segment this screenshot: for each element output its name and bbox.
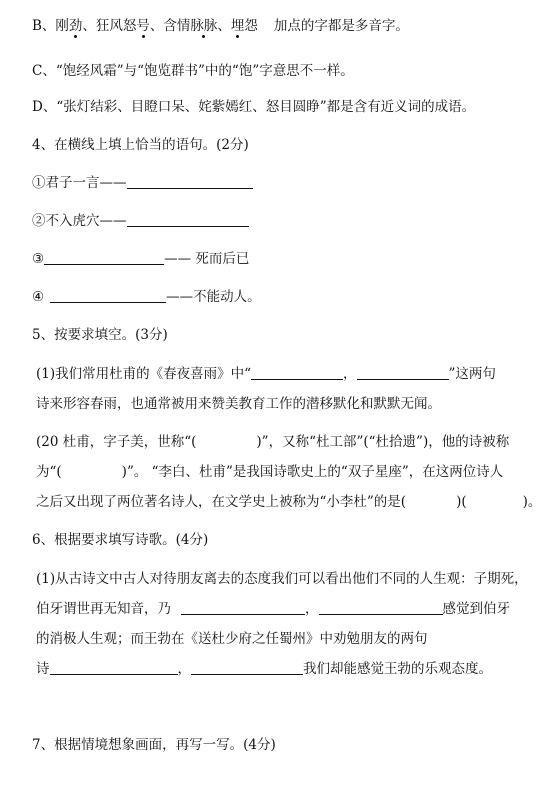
answer-blank[interactable] — [50, 288, 166, 303]
text: ①君子一言—— — [32, 175, 127, 191]
text: ——不能动人。 — [166, 289, 261, 305]
q3-option-d: D、“张灯结彩、目瞪口呆、姹紫嫣红、怒目圆睁”都是含有近义词的成语。 — [32, 99, 476, 115]
q5-part2-line3 — [36, 493, 541, 511]
text: 、含情 — [149, 18, 191, 34]
text: ， — [343, 366, 357, 382]
text: —— 死而后已 — [164, 251, 250, 267]
q5-part2-line1 — [36, 433, 509, 451]
q5-part1-line2: 诗来形容春雨，也通常被用来赞美教育工作的潜移默化和默默无闻。 — [36, 396, 441, 412]
text: ③ — [32, 251, 45, 267]
q4-item-4 — [32, 288, 261, 306]
text: ， — [305, 601, 319, 617]
q4-item-2 — [32, 212, 249, 230]
text: 、狂风怒 — [82, 18, 137, 34]
text: ④ — [32, 289, 45, 305]
answer-blank[interactable] — [127, 174, 253, 189]
text: )”，又称“杜工部”(“杜拾遗”)，他的诗被称 — [256, 434, 510, 450]
q4-item-3 — [32, 250, 249, 268]
page-bottom-margin — [0, 764, 552, 792]
dotted-char: 脉脉 — [190, 18, 218, 34]
dotted-char: 劲 — [68, 18, 83, 34]
text: 诗 — [36, 661, 50, 677]
q6-line1: (1)从古诗文中古人对待朋友离去的态度我们可以看出他们不同的人生观：子期死， — [36, 571, 528, 587]
q6-title: 6、根据要求填写诗歌。(4分) — [32, 532, 209, 548]
answer-blank[interactable] — [44, 250, 164, 265]
q6-line2 — [36, 600, 510, 618]
text: )”。 “李白、杜甫”是我国诗歌史上的“双子星座”，在这两位诗人 — [121, 464, 504, 480]
text: )( — [456, 494, 467, 510]
q4-title: 4、在横线上填上恰当的语句。(2分) — [32, 137, 249, 153]
q5-part2-line2 — [36, 463, 503, 481]
q3-option-b — [32, 17, 409, 35]
text: ”这两句 — [448, 366, 496, 382]
text: 我们却能感觉王勃的乐观态度。 — [303, 661, 492, 677]
answer-blank[interactable] — [251, 365, 343, 380]
text: 感觉到伯牙 — [442, 601, 510, 617]
text: B、刚 — [32, 18, 69, 34]
answer-blank[interactable] — [191, 660, 303, 675]
text: 之后又出现了两位著名诗人，在文学史上被称为“小李杜”的是( — [36, 494, 407, 510]
q5-title: 5、按要求填空。(3分) — [32, 327, 168, 343]
text: 怨 — [244, 18, 258, 34]
q6-line4 — [36, 660, 492, 678]
dotted-char: 埋 — [230, 18, 245, 34]
q4-item-1 — [32, 174, 253, 192]
answer-blank[interactable] — [181, 600, 305, 615]
answer-blank[interactable] — [357, 365, 449, 380]
text: ②不入虎穴—— — [32, 213, 127, 229]
q3-option-c: C、“饱经风霜”与“饱览群书”中的“饱”字意思不一样。 — [32, 63, 354, 79]
q5-part1-line1 — [36, 365, 496, 383]
answer-blank[interactable] — [319, 600, 443, 615]
q6-line3: 的消极人生观；而王勃在《送杜少府之任蜀州》中劝勉朋友的两句 — [36, 631, 428, 647]
text: (20 杜甫，字子美，世称“( — [36, 434, 197, 450]
text: ， — [177, 661, 191, 677]
text: 为“( — [36, 464, 62, 480]
text: )。 — [522, 494, 542, 510]
answer-blank[interactable] — [50, 660, 178, 675]
text: 加点的字都是多音字。 — [273, 18, 409, 34]
text: 、 — [217, 18, 231, 34]
q7-title: 7、根据情境想象画面，再写一写。(4分) — [32, 737, 276, 753]
text: (1)我们常用杜甫的《春夜喜雨》中“ — [36, 366, 252, 382]
answer-blank[interactable] — [127, 212, 249, 227]
text: 伯牙谓世再无知音，乃 — [36, 601, 171, 617]
dotted-char: 号 — [136, 18, 150, 34]
